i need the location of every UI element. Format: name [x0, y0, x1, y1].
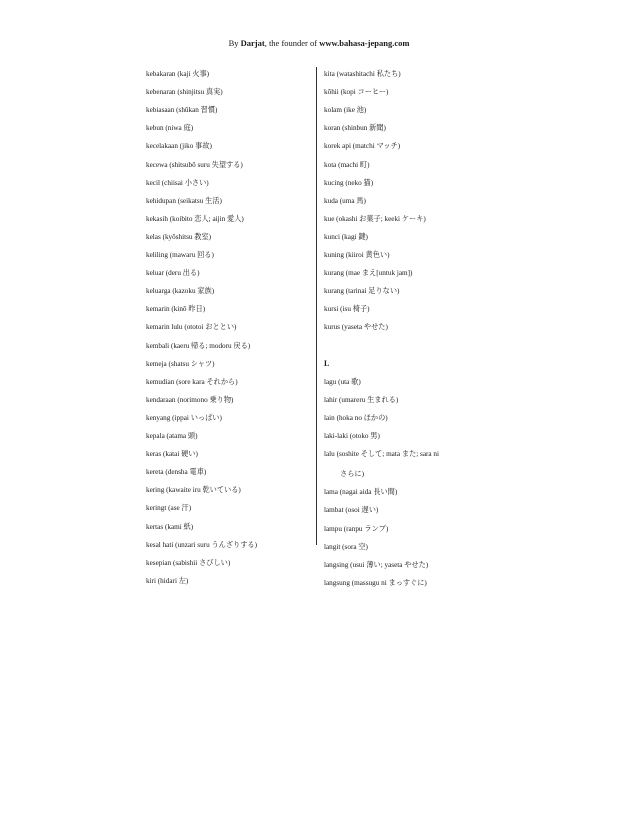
right-column-entry: kursi (isu 椅子): [324, 305, 370, 314]
left-column-entry: kereta (densha 電車): [146, 468, 207, 477]
right-column-entry: kurang (mae まえ[untuk jam]): [324, 269, 413, 278]
right-column-entry: さらに): [340, 470, 364, 479]
right-column-entry: laki-laki (otoko 男): [324, 432, 380, 440]
left-column-entry: kemeja (shatsu シャツ): [146, 359, 215, 368]
left-column-entry: kekasih (koibito 恋人; aijin 愛人): [146, 214, 244, 223]
right-column-entry: langsing (usui 薄い; yaseta やせた): [324, 560, 429, 569]
right-column-entry: lahir (umareru 生まれる): [324, 395, 399, 404]
right-column-entry: korek api (matchi マッチ): [324, 142, 401, 151]
left-column-entry: kesal hati (unzari suru うんざりする): [146, 540, 257, 549]
left-column-entry: keluarga (kazoku 家族): [146, 287, 215, 296]
right-column-entry: kunci (kagi 鍵): [324, 232, 368, 241]
left-column-entry: kemarin lulu (ototoi おととい): [146, 323, 237, 332]
right-column-entry: kuda (uma 馬): [324, 196, 366, 205]
left-column-entry: kecelakaan (jiko 事故): [146, 142, 212, 151]
right-column-entry: langit (sora 空): [324, 542, 368, 551]
left-column-entry: kecewa (shitsubō suru 失望する): [146, 160, 243, 169]
right-column-entry: lama (nagai aida 長い間): [324, 488, 398, 497]
left-column-entry: kebun (niwa 庭): [146, 124, 194, 133]
left-column-entry: kenyang (ippai いっぱい): [146, 413, 222, 422]
right-column-entry: L: [324, 358, 330, 368]
left-column-entry: keras (katai 硬い): [146, 450, 198, 459]
left-column-entry: kesepian (sabishii さびしい): [146, 558, 231, 567]
left-column-entry: keringt (ase 汗): [146, 504, 192, 513]
right-column-entry: langsung (massugu ni まっすぐに): [324, 578, 427, 587]
right-column-entry: kue (okashi お菓子; keeki ケーキ): [324, 214, 426, 223]
right-column-entry: kota (machi 町): [324, 160, 370, 169]
header-author: Darjat: [240, 38, 265, 48]
right-column-entry: lagu (uta 歌): [324, 377, 361, 386]
right-column-entry: kucing (neko 猫): [324, 178, 374, 187]
right-column-entry: kurus (yaseta やせた): [324, 323, 388, 332]
left-column-entry: kering (kawaite iru 乾いている): [146, 486, 241, 495]
left-column-entry: kembali (kaeru 帰る; modoru 戻る): [146, 341, 251, 350]
left-column-entry: kemarin (kinō 昨日): [146, 305, 206, 314]
right-column-entry: kita (watashitachi 私たち): [324, 70, 401, 78]
right-column-entry: kurang (tarinai 足りない): [324, 287, 400, 296]
left-column-entry: kiri (hidari 左): [146, 576, 189, 585]
left-column-entry: kelas (kyōshitsu 教室): [146, 232, 212, 241]
right-column-entry: lampu (ranpu ランプ): [324, 524, 389, 533]
right-column-entry: lambat (osoi 遅い): [324, 506, 379, 515]
right-column-entry: kuning (kiiroi 黄色い): [324, 251, 390, 259]
header-site-link[interactable]: www.bahasa-jepang.com: [319, 38, 410, 48]
left-column-entry: kendaraan (norimono 乗り物): [146, 395, 234, 404]
left-column-entry: kebiasaan (shūkan 習慣): [146, 106, 218, 115]
left-column-entry: kemudian (sore kara それから): [146, 377, 238, 386]
right-column-entry: kolam (ike 池): [324, 106, 367, 115]
left-column-entry: kebenaran (shinjitsu 真実): [146, 88, 223, 97]
left-column-entry: kecil (chiisai 小さい): [146, 178, 209, 187]
page-header: [0, 37, 638, 49]
right-column-entry: lalu (soshite そして; mata また; sara ni: [324, 450, 439, 459]
left-column-entry: kehidupan (seikatsu 生活): [146, 196, 222, 205]
right-column-entry: koran (shinbun 新聞): [324, 124, 386, 133]
left-column-entry: keluar (deru 出る): [146, 269, 200, 278]
header-middle: , the founder of: [264, 38, 318, 48]
right-column-entry: kōhii (kopi コーヒー): [324, 88, 389, 97]
left-column-entry: kepala (atama 頭): [146, 432, 198, 440]
left-column-entry: kertas (kami 紙): [146, 522, 194, 531]
left-column-entry: keliling (mawaru 回る): [146, 251, 214, 259]
left-column-entry: kebakaran (kaji 火事): [146, 70, 210, 78]
header-prefix: By: [228, 38, 239, 48]
right-column-entry: lain (hoka no ほかの): [324, 413, 388, 422]
column-divider: [316, 67, 317, 545]
